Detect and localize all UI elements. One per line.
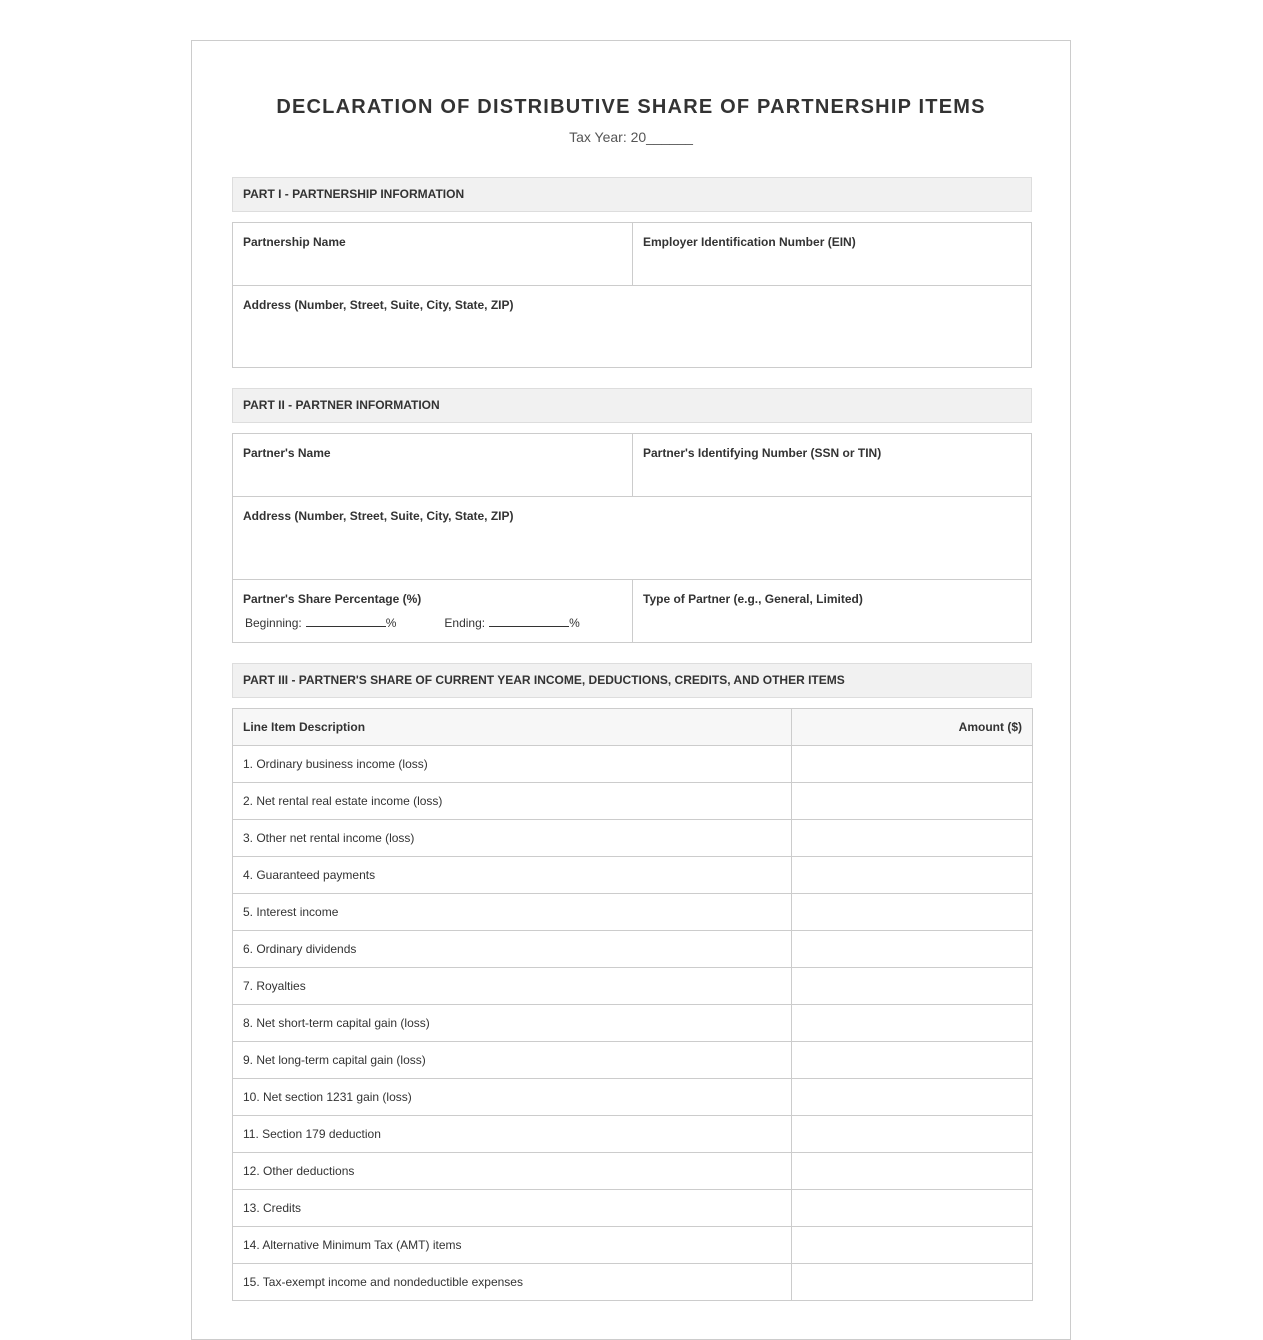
form-page — [191, 40, 1071, 1340]
beginning-label: Beginning: — [245, 616, 302, 630]
ending-percent: % — [569, 616, 580, 630]
line-item-amount[interactable] — [792, 783, 1033, 820]
line-item-amount[interactable] — [792, 1079, 1033, 1116]
line-item-amount[interactable] — [792, 894, 1033, 931]
part2-header: PART II - PARTNER INFORMATION — [232, 388, 1032, 423]
table-row — [233, 1153, 1033, 1190]
line-item-description: 2. Net rental real estate income (loss) — [233, 783, 792, 820]
line-item-description: 4. Guaranteed payments — [233, 857, 792, 894]
table-row — [233, 894, 1033, 931]
part1-header: PART I - PARTNERSHIP INFORMATION — [232, 177, 1032, 212]
type-of-partner-label: Type of Partner (e.g., General, Limited) — [643, 592, 863, 606]
line-item-description: 6. Ordinary dividends — [233, 931, 792, 968]
line-item-amount[interactable] — [792, 1116, 1033, 1153]
line-item-description: 10. Net section 1231 gain (loss) — [233, 1079, 792, 1116]
ein-field[interactable] — [633, 223, 1031, 285]
part1-box — [232, 222, 1032, 368]
line-item-description: 11. Section 179 deduction — [233, 1116, 792, 1153]
line-item-amount[interactable] — [792, 1005, 1033, 1042]
line-item-description: 3. Other net rental income (loss) — [233, 820, 792, 857]
table-row — [233, 783, 1033, 820]
part3-header: PART III - PARTNER'S SHARE OF CURRENT YEAR INCOME, DEDUCTIONS, CREDITS, AND OTHER ITEMS — [232, 663, 1032, 698]
partner-name-label: Partner's Name — [243, 446, 331, 460]
partner-id-label: Partner's Identifying Number (SSN or TIN) — [643, 446, 882, 460]
table-header-row — [233, 709, 1033, 746]
tax-year-line: Tax Year: 20______ — [569, 129, 693, 145]
line-item-amount[interactable] — [792, 1153, 1033, 1190]
line-item-amount[interactable] — [792, 1042, 1033, 1079]
share-percentage-field — [233, 580, 632, 642]
line-item-description: 9. Net long-term capital gain (loss) — [233, 1042, 792, 1079]
partnership-address-label: Address (Number, Street, Suite, City, State, ZIP) — [243, 298, 514, 312]
partner-name-field[interactable] — [233, 434, 632, 496]
partnership-name-field[interactable] — [233, 223, 632, 285]
table-row — [233, 1005, 1033, 1042]
line-item-description: 8. Net short-term capital gain (loss) — [233, 1005, 792, 1042]
table-row — [233, 968, 1033, 1005]
line-item-amount[interactable] — [792, 857, 1033, 894]
line-item-description: 1. Ordinary business income (loss) — [233, 746, 792, 783]
line-item-description: 14. Alternative Minimum Tax (AMT) items — [233, 1227, 792, 1264]
table-row — [233, 1116, 1033, 1153]
line-item-description: 7. Royalties — [233, 968, 792, 1005]
description-column-header: Line Item Description — [233, 709, 792, 746]
amount-column-header: Amount ($) — [792, 709, 1033, 746]
table-row — [233, 746, 1033, 783]
line-items-body — [233, 746, 1033, 1301]
table-row — [233, 931, 1033, 968]
partner-address-field[interactable] — [233, 497, 1031, 579]
partnership-name-label: Partnership Name — [243, 235, 346, 249]
line-item-amount[interactable] — [792, 968, 1033, 1005]
line-items-table — [232, 708, 1033, 1301]
line-item-amount[interactable] — [792, 746, 1033, 783]
table-row — [233, 1079, 1033, 1116]
line-item-amount[interactable] — [792, 931, 1033, 968]
share-percentage-line — [245, 616, 580, 630]
line-item-amount[interactable] — [792, 1264, 1033, 1301]
line-item-description: 13. Credits — [233, 1190, 792, 1227]
partnership-address-field[interactable] — [233, 286, 1031, 367]
line-item-amount[interactable] — [792, 820, 1033, 857]
line-item-amount[interactable] — [792, 1227, 1033, 1264]
line-item-amount[interactable] — [792, 1190, 1033, 1227]
line-item-description: 5. Interest income — [233, 894, 792, 931]
line-item-description: 12. Other deductions — [233, 1153, 792, 1190]
table-row — [233, 1227, 1033, 1264]
table-row — [233, 1190, 1033, 1227]
share-percentage-label: Partner's Share Percentage (%) — [243, 592, 422, 606]
form-title: DECLARATION OF DISTRIBUTIVE SHARE OF PARTNERSHIP ITEMS — [276, 96, 986, 118]
table-row — [233, 857, 1033, 894]
line-item-description: 15. Tax-exempt income and nondeductible expenses — [233, 1264, 792, 1301]
table-row — [233, 1042, 1033, 1079]
ein-label: Employer Identification Number (EIN) — [643, 235, 856, 249]
ending-label: Ending: — [444, 616, 486, 630]
partner-id-field[interactable] — [633, 434, 1031, 496]
table-row — [233, 820, 1033, 857]
part2-box — [232, 433, 1032, 643]
ending-blank[interactable] — [489, 616, 569, 627]
beginning-percent: % — [385, 616, 397, 630]
type-of-partner-field[interactable] — [633, 580, 1031, 642]
beginning-blank[interactable] — [306, 616, 386, 627]
table-row — [233, 1264, 1033, 1301]
partner-address-label: Address (Number, Street, Suite, City, State, ZIP) — [243, 509, 514, 523]
